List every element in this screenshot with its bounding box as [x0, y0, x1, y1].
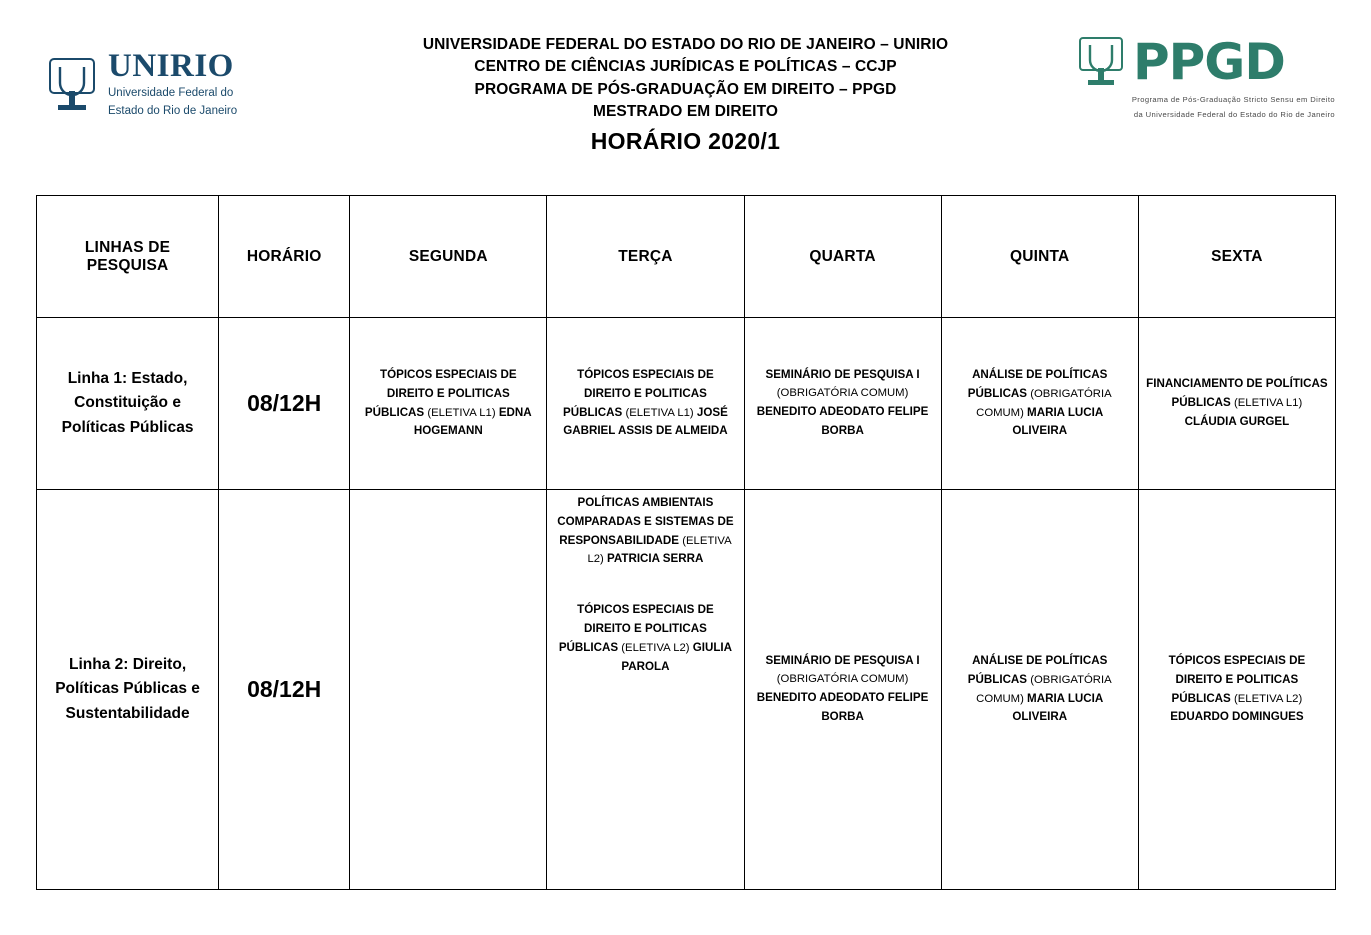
course-block [948, 652, 1132, 727]
institution-line-3: PROGRAMA DE PÓS-GRADUAÇÃO EM DIREITO – PPGD [474, 80, 897, 98]
unirio-subtitle-line1: Universidade Federal do [108, 87, 234, 100]
column-header-quinta: QUINTA [941, 196, 1138, 318]
course-kind: (ELETIVA L2) [621, 641, 690, 654]
course-kind: (OBRIGATÓRIA COMUM) [976, 387, 1112, 419]
course-block [948, 366, 1132, 441]
course-name: ANÁLISE DE POLÍTICAS PÚBLICAS [967, 653, 1108, 686]
course-name: TÓPICOS ESPECIAIS DE DIREITO E POLITICAS PÚBLICAS [364, 367, 517, 419]
table-body [37, 318, 1336, 890]
unirio-logo [44, 46, 284, 122]
institution-line-4: MESTRADO EM DIREITO [592, 103, 779, 121]
course-kind: (ELETIVA L1) [625, 406, 694, 419]
course-name: FINANCIAMENTO DE POLÍTICAS PÚBLICAS [1146, 377, 1328, 410]
course-block [356, 366, 540, 441]
column-header-segunda: SEGUNDA [350, 196, 547, 318]
cell-linha1-segunda [350, 318, 547, 490]
document-header [0, 0, 1371, 170]
course-professor-secondary: FELIPE BORBA [821, 405, 929, 437]
course-kind: (OBRIGATÓRIA COMUM) [776, 673, 909, 686]
ppgd-logo-row [1075, 34, 1335, 90]
course-professor: BENEDITO ADEODATO [756, 691, 885, 704]
course-kind: (OBRIGATÓRIA COMUM) [976, 673, 1112, 705]
header-title-block [300, 34, 1071, 155]
cell-linha2-sexta [1138, 490, 1335, 890]
course-split-group [553, 494, 737, 676]
schedule-table [36, 195, 1336, 890]
course-block [1145, 652, 1329, 727]
course-professor: PATRICIA SERRA [606, 552, 704, 566]
course-name: POLÍTICAS AMBIENTAIS COMPARADAS E SISTEMAS DE RESPONSABILIDADE [557, 496, 734, 547]
course-block [553, 494, 737, 583]
course-kind: (ELETIVA L2) [1234, 692, 1303, 705]
course-professor: EDNA HOGEMANN [413, 405, 532, 438]
course-kind: (ELETIVA L1) [1234, 397, 1303, 410]
linha-label-2: Linha 2: Direito, Políticas Públicas e Sustentabilidade [37, 490, 219, 890]
cell-linha2-segunda [350, 490, 547, 890]
ppgd-name: PPGD [1133, 33, 1285, 91]
course-professor: BENEDITO ADEODATO [756, 405, 885, 418]
course-block [751, 366, 935, 440]
linha-label-1: Linha 1: Estado, Constituição e Políticas Públicas [37, 318, 219, 490]
course-name: SEMINÁRIO DE PESQUISA I [765, 368, 920, 382]
page-title: HORÁRIO 2020/1 [590, 127, 781, 154]
course-name: ANÁLISE DE POLÍTICAS PÚBLICAS [967, 367, 1108, 400]
ppgd-caption-line1: Programa de Pós-Graduação Stricto Sensu em Direito [1131, 95, 1335, 104]
table-row [37, 318, 1336, 490]
course-name: SEMINÁRIO DE PESQUISA I [765, 654, 920, 668]
column-header-horario: HORÁRIO [219, 196, 350, 318]
unirio-subtitle-line2: Estado do Rio de Janeiro [108, 104, 238, 117]
course-professor: JOSÉ GABRIEL ASSIS DE ALMEIDA [563, 405, 728, 438]
cell-linha1-quinta [941, 318, 1138, 490]
ppgd-logo [1075, 34, 1335, 126]
course-block [553, 601, 737, 676]
course-name: TÓPICOS ESPECIAIS DE DIREITO E POLITICAS PÚBLICAS [1168, 653, 1306, 705]
course-professor: GIULIA PAROLA [621, 640, 733, 673]
course-professor: EDUARDO DOMINGUES [1170, 710, 1304, 724]
course-professor: CLÁUDIA GURGEL [1184, 414, 1290, 428]
course-professor: MARIA LUCIA OLIVEIRA [1012, 691, 1104, 724]
table-header-row [37, 196, 1336, 318]
column-header-terca: TERÇA [547, 196, 744, 318]
course-kind: (ELETIVA L1) [427, 406, 496, 419]
course-professor: MARIA LUCIA OLIVEIRA [1012, 405, 1104, 438]
unirio-name: UNIRIO [108, 48, 234, 85]
institution-line-2: CENTRO DE CIÊNCIAS JURÍDICAS E POLÍTICAS – CCJP [474, 58, 897, 76]
course-name: TÓPICOS ESPECIAIS DE DIREITO E POLITICAS PÚBLICAS [558, 603, 714, 654]
column-header-sexta: SEXTA [1138, 196, 1335, 318]
column-header-linhas: LINHAS DE PESQUISA [37, 196, 219, 318]
cell-linha1-quarta [744, 318, 941, 490]
cell-linha2-quarta [744, 490, 941, 890]
column-header-quarta: QUARTA [744, 196, 941, 318]
course-block [751, 652, 935, 726]
table-row [37, 490, 1336, 890]
unirio-wordmark [108, 50, 237, 118]
ppgd-caption-line2: da Universidade Federal do Estado do Rio de Janeiro [1133, 110, 1335, 119]
course-block [553, 366, 737, 441]
horario-value-2: 08/12H [219, 490, 350, 890]
course-block [1145, 375, 1329, 431]
ppgd-emblem-icon [1075, 34, 1129, 90]
unirio-emblem-icon [44, 53, 100, 115]
course-name: TÓPICOS ESPECIAIS DE DIREITO E POLITICAS PÚBLICAS [563, 367, 714, 419]
course-professor-secondary: FELIPE BORBA [821, 691, 929, 723]
horario-value-1: 08/12H [219, 318, 350, 490]
cell-linha1-terca [547, 318, 744, 490]
cell-linha1-sexta [1138, 318, 1335, 490]
course-kind: (OBRIGATÓRIA COMUM) [776, 387, 909, 400]
institution-line-1: UNIVERSIDADE FEDERAL DO ESTADO DO RIO DE JANEIRO – UNIRIO [422, 36, 949, 53]
cell-linha2-terca [547, 490, 744, 890]
cell-linha2-quinta [941, 490, 1138, 890]
schedule-table-wrapper [36, 195, 1336, 890]
course-kind: (ELETIVA L2) [587, 534, 732, 566]
table-header [37, 196, 1336, 318]
